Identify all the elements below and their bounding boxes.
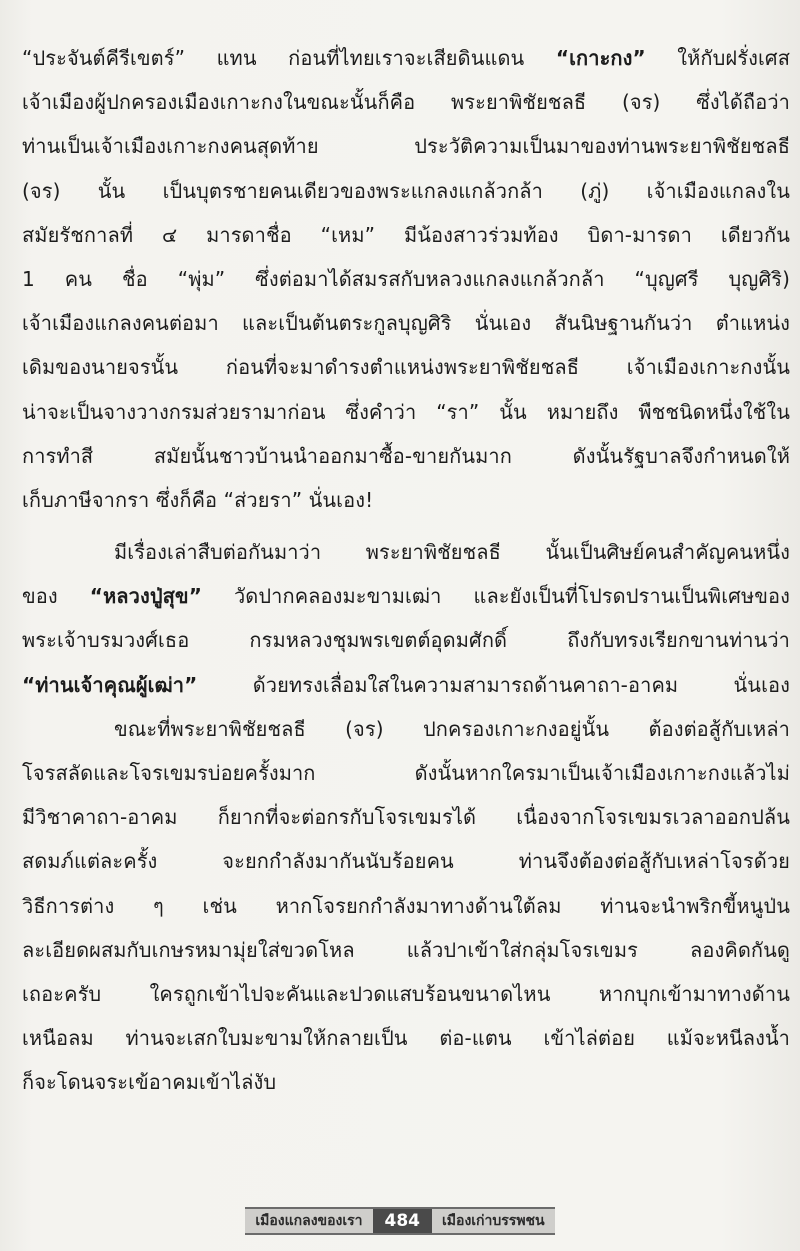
footer-section-title: เมืองเก่าบรรพชน [432, 1209, 555, 1233]
text-run: มีเรื่องเล่าสืบต่อกันมาว่า พระยาพิชัยชลธี นั้นเป็นศิษย์คนสำคัญคนหนึ่ง [114, 540, 790, 565]
footer-band [245, 1207, 554, 1235]
paragraph-gap [22, 522, 790, 530]
text-run: สดมภ์แต่ละครั้ง จะยกกำลังมากันนับร้อยคน ท่านจึงต้องต่อสู้กับเหล่าโจรด้วย [22, 849, 790, 874]
text-run: การทำสี สมัยนั้นชาวบ้านนำออกมาซื้อ-ขายกันมาก ดังนั้นรัฐบาลจึงกำหนดให้ [22, 443, 790, 468]
text-line [22, 574, 790, 618]
text-line [22, 169, 790, 213]
text-line [22, 345, 790, 389]
text-run: ด้วยทรงเลื่อมใสในความสามารถด้านคาถา-อาคม นั่นเอง [197, 672, 790, 697]
text-line [22, 390, 790, 434]
text-run: (จร) นั้น เป็นบุตรชายคนเดียวของพระแกลงแกล้วกล้า (ภู่) เจ้าเมืองแกลงใน [22, 178, 790, 203]
text-run: ของ [22, 584, 90, 609]
text-line [22, 928, 790, 972]
text-run: เดิมของนายจรนั้น ก่อนที่จะมาดำรงตำแหน่งพระยาพิชัยชลธี เจ้าเมืองเกาะกงนั้น [22, 355, 790, 380]
text-line [22, 972, 790, 1016]
text-line [22, 257, 790, 301]
text-line [22, 795, 790, 839]
page-number: 484 [373, 1209, 433, 1233]
text-line [22, 1016, 790, 1060]
text-run: วิธีการต่าง ๆ เช่น หากโจรยกกำลังมาทางด้านใต้ลม ท่านจะนำพริกขี้หนูป่น [22, 893, 790, 918]
text-line [22, 124, 790, 168]
text-line [22, 434, 790, 478]
text-line [22, 663, 790, 707]
text-run: วัดปากคลองมะขามเฒ่า และยังเป็นที่โปรดปรานเป็นพิเศษของ [201, 584, 790, 609]
text-line [22, 618, 790, 662]
bold-text-run: “เกาะกง” [555, 46, 646, 70]
text-line [22, 36, 790, 80]
text-line [22, 751, 790, 795]
text-line [22, 80, 790, 124]
text-line [22, 1060, 790, 1104]
bold-text-run: “ท่านเจ้าคุณผู้เฒ่า” [22, 672, 198, 697]
text-run: ให้กับฝรั่งเศส [645, 46, 790, 70]
text-line [22, 301, 790, 345]
text-run: เถอะครับ ใครถูกเข้าไปจะคันและปวดแสบร้อนขนาดไหน หากบุกเข้ามาทางด้าน [22, 981, 790, 1006]
text-run: “ประจันต์คีรีเขตร์” แทน ก่อนที่ไทยเราจะเสียดินแดน [22, 46, 556, 70]
text-run: เก็บภาษีจากรา ซึ่งก็คือ “ส่วยรา” นั่นเอง! [22, 487, 374, 512]
body-text [22, 36, 790, 1105]
text-line [22, 478, 790, 522]
text-run: มีวิชาคาถา-อาคม ก็ยากที่จะต่อกรกับโจรเขมรได้ เนื่องจากโจรเขมรเวลาออกปล้น [22, 805, 790, 830]
text-run: ขณะที่พระยาพิชัยชลธี (จร) ปกครองเกาะกงอยู่นั้น ต้องต่อสู้กับเหล่า [114, 716, 790, 741]
text-run: เจ้าเมืองผู้ปกครองเมืองเกาะกงในขณะนั้นก็คือ พระยาพิชัยชลธี (จร) ซึ่งได้ถือว่า [22, 90, 790, 115]
text-run: โจรสลัดและโจรเขมรบ่อยครั้งมาก ดังนั้นหากใครมาเป็นเจ้าเมืองเกาะกงแล้วไม่ [22, 761, 790, 785]
text-run: 1 คน ชื่อ “พุ่ม” ซึ่งต่อมาได้สมรสกับหลวงแกลงแกล้วกล้า “บุญศรี บุญศิริ) [22, 266, 790, 291]
bold-text-run: “หลวงปู่สุข” [89, 584, 202, 609]
text-line [22, 213, 790, 257]
footer-book-title: เมืองแกลงของเรา [245, 1209, 372, 1233]
text-line [22, 707, 790, 751]
text-line [22, 839, 790, 883]
text-run: ท่านเป็นเจ้าเมืองเกาะกงคนสุดท้าย ประวัติความเป็นมาของท่านพระยาพิชัยชลธี [22, 134, 790, 159]
text-run: น่าจะเป็นจางวางกรมส่วยรามาก่อน ซึ่งคำว่า “รา” นั้น หมายถึง พืชชนิดหนึ่งใช้ใน [22, 399, 790, 424]
text-line [22, 530, 790, 574]
page-footer [0, 1208, 800, 1234]
text-run: ละเอียดผสมกับเกษรหมามุ่ยใส่ขวดโหล แล้วปาเข้าใส่กลุ่มโจรเขมร ลองคิดกันดู [22, 937, 790, 962]
text-run: เหนือลม ท่านจะเสกใบมะขามให้กลายเป็น ต่อ-แตน เข้าไล่ต่อย แม้จะหนีลงน้ำ [22, 1026, 790, 1051]
text-run: สมัยรัชกาลที่ ๔ มารดาชื่อ “เหม” มีน้องสาวร่วมท้อง บิดา-มารดา เดียวกัน [22, 222, 790, 247]
text-run: เจ้าเมืองแกลงคนต่อมา และเป็นต้นตระกูลบุญศิริ นั่นเอง สันนิษฐานกันว่า ตำแหน่ง [22, 311, 790, 336]
text-run: ก็จะโดนจระเข้อาคมเข้าไล่งับ [22, 1070, 277, 1095]
text-line [22, 884, 790, 928]
text-run: พระเจ้าบรมวงศ์เธอ กรมหลวงชุมพรเขตต์อุดมศักดิ์ ถึงกับทรงเรียกขานท่านว่า [22, 628, 790, 653]
